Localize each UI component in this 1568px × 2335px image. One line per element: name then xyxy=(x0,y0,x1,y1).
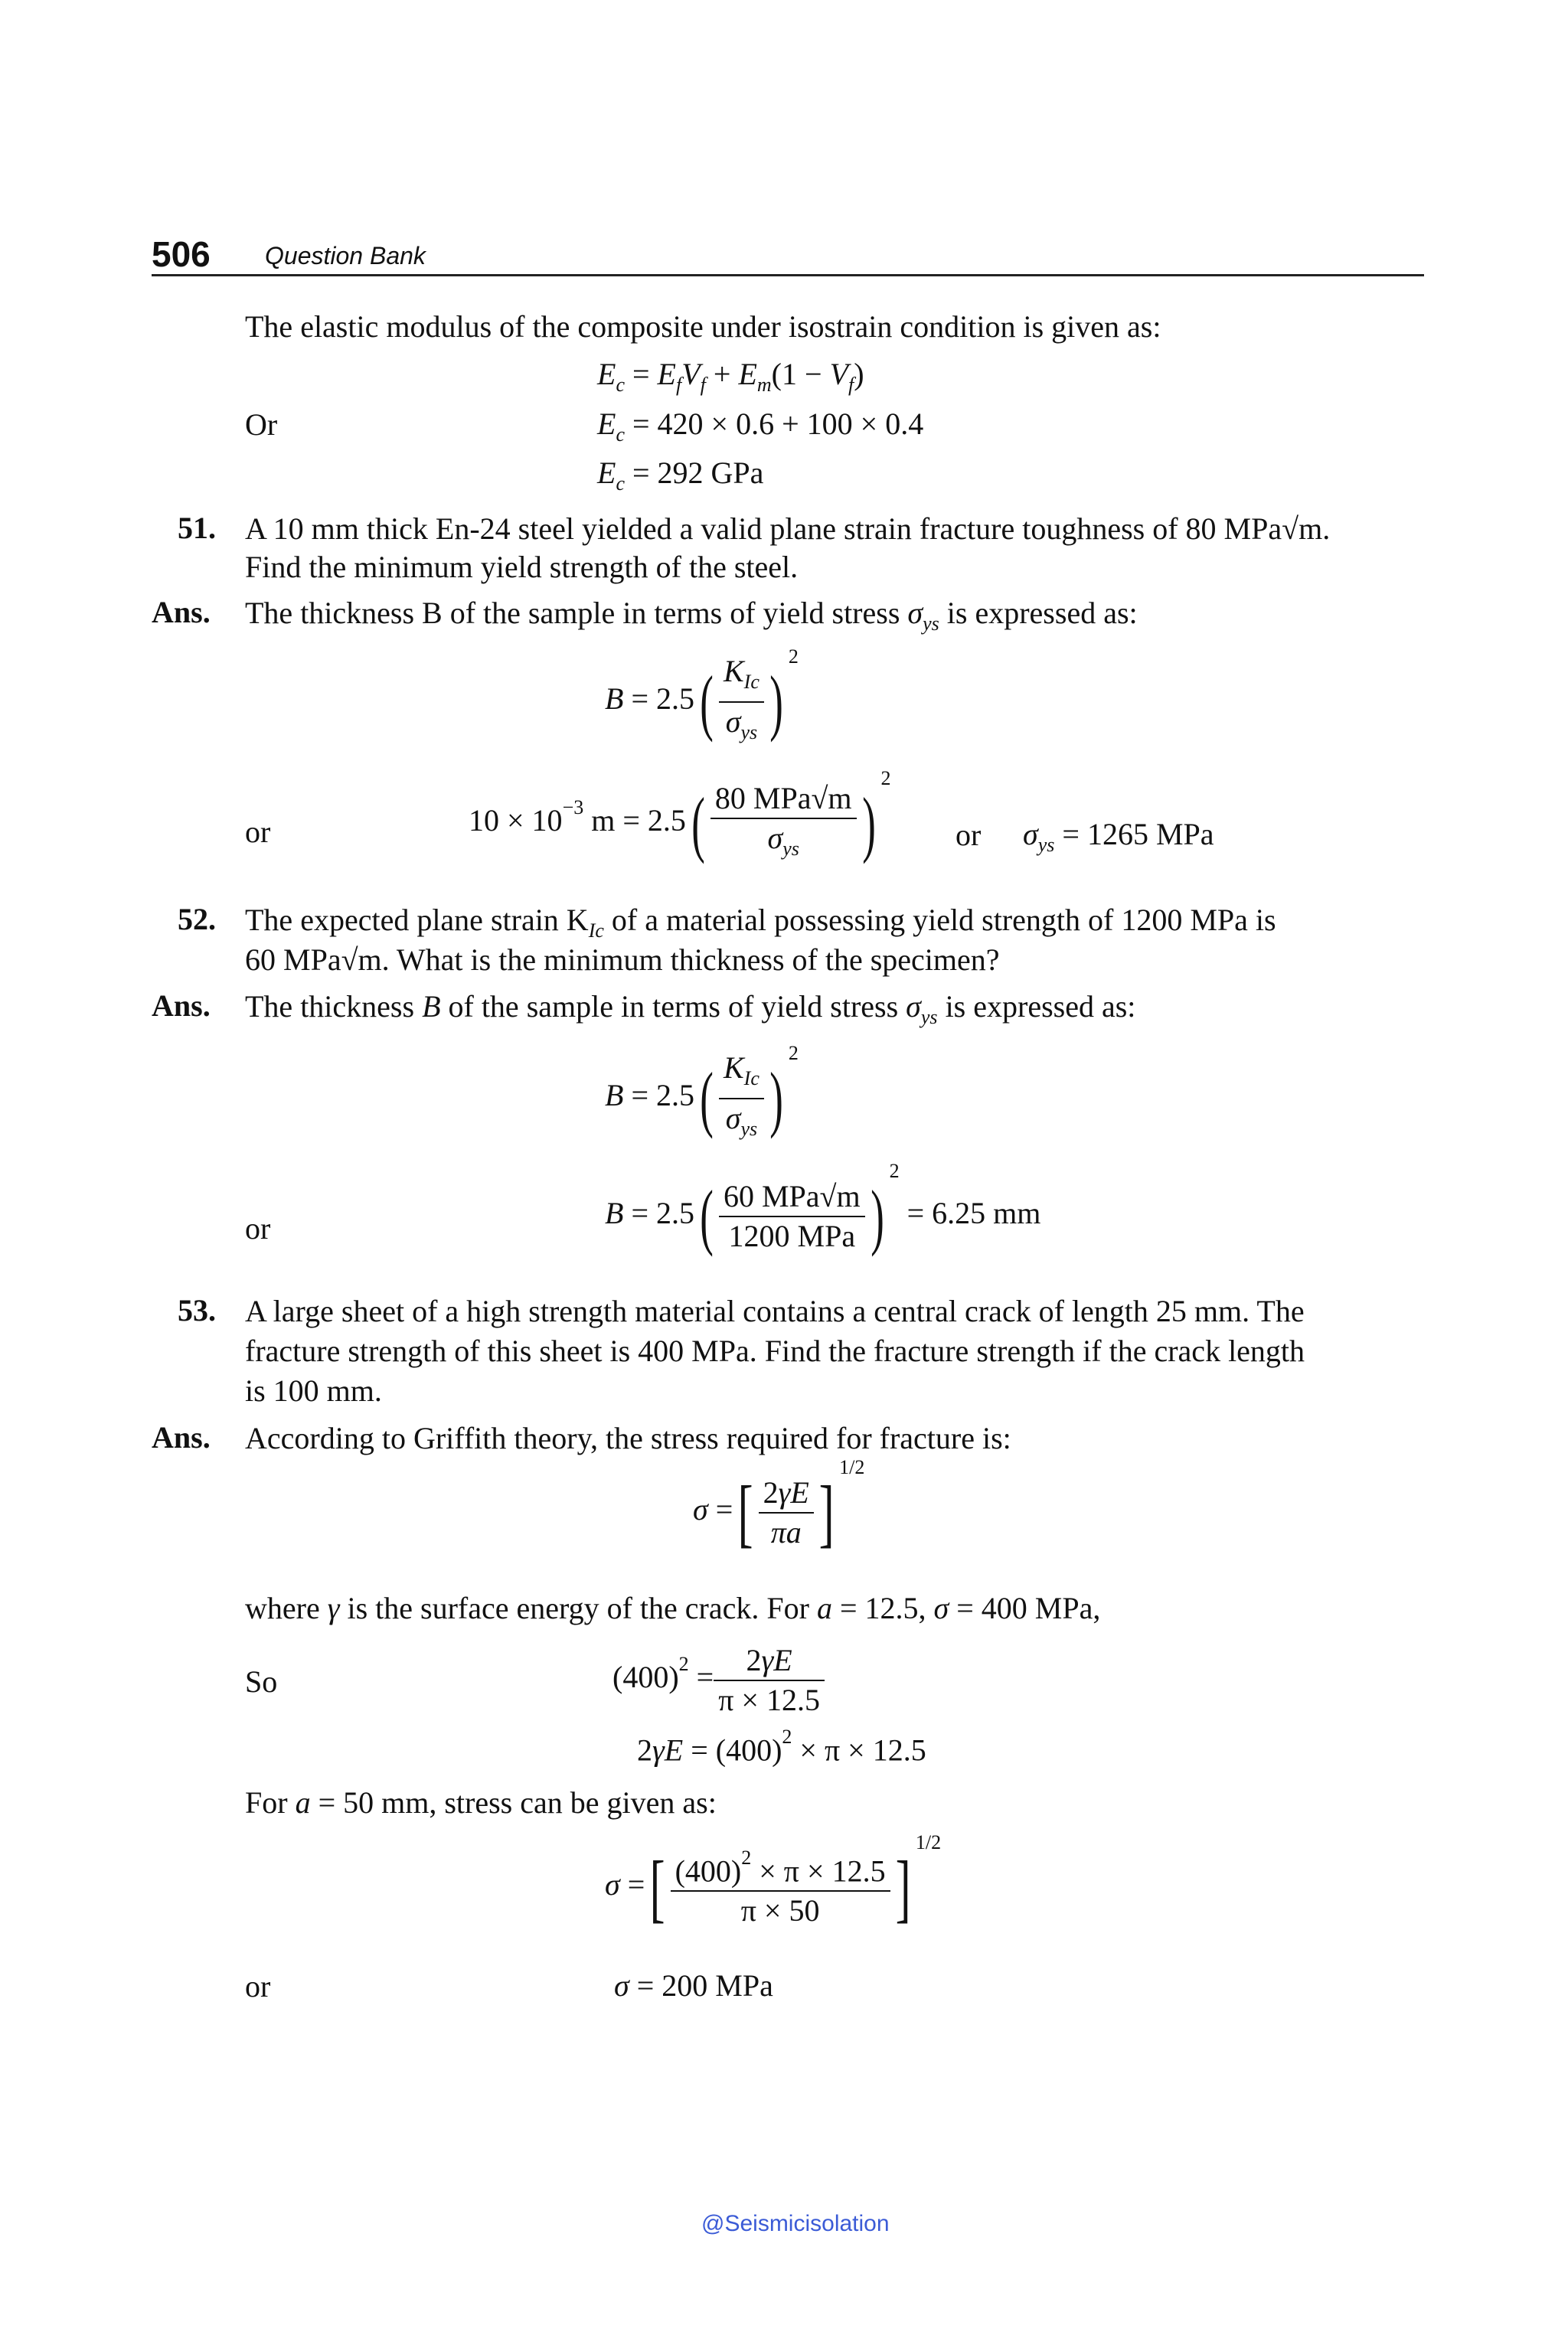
header-rule xyxy=(152,274,1424,276)
answer-51-text: The thickness B of the sample in terms of yield stress $\sigma_{ys}$ is expressed as: xyxy=(245,596,1138,635)
formula-b-kic-52: B = 2.5( $\frac{K_{Ic}}{\sigma_{ys}}$ )$^2$ xyxy=(605,1041,799,1140)
question-53-line-2: fracture strength of this sheet is 400 MPa. Find the fracture strength if the crack length xyxy=(245,1334,1305,1368)
formula-b-kic-51: B = 2.5( $\frac{K_{Ic}}{\sigma_{ys}}$ )$^2$ xyxy=(605,645,799,743)
result-sigma-ys-51: $\sigma_{ys} = 1265$ MPa xyxy=(1023,817,1214,856)
so-label: So xyxy=(245,1664,278,1699)
question-51-line-2: Find the minimum yield strength of the steel. xyxy=(245,550,799,584)
equation-2gammaE: $2\gamma E = (400)^2 \times \pi \times 12.5$ xyxy=(637,1726,926,1768)
equation-ec-general: $E_c = E_fV_f + E_m(1 - V_f)$ xyxy=(597,357,864,396)
formula-thickness-52: B = 2.5( $\frac{\text{60 MPa√m}}{\text{1200 MPa}}$ )$^2$ = 6.25 mm xyxy=(605,1159,1041,1257)
answer-label-51: Ans. xyxy=(152,595,211,629)
question-53-line-3: is 100 mm. xyxy=(245,1373,382,1408)
or-label-51a: or xyxy=(245,815,271,849)
formula-thickness-51: $10 \times 10^{-3}$ m = 2.5( $\frac{\text{80 MPa√m}}{\sigma_{ys}}$ )$^2$ xyxy=(469,766,891,864)
or-label-53: or xyxy=(245,1969,271,2004)
question-number-52: 52. xyxy=(178,902,216,936)
watermark: @Seismicisolation xyxy=(701,2211,890,2236)
question-number-51: 51. xyxy=(178,511,216,545)
intro-text: The elastic modulus of the composite under isostrain condition is given as: xyxy=(245,309,1161,344)
answer-label-53: Ans. xyxy=(152,1420,211,1455)
or-label: Or xyxy=(245,407,278,442)
for-a-50-text: For a = 50 mm, stress can be given as: xyxy=(245,1785,717,1820)
equation-sigma-a50: σ =[ $\frac{(400)^2 \times \pi \times 12.5}{\pi \times 50}$ ]$^{1/2}$ xyxy=(605,1830,942,1930)
where-text: where γ is the surface energy of the crack. For a = 12.5, σ = 400 MPa, xyxy=(245,1591,1101,1625)
question-52-line-2: 60 MPa√m. What is the minimum thickness of the specimen? xyxy=(245,942,1000,977)
question-53-line-1: A large sheet of a high strength material contains a central crack of length 25 mm. The xyxy=(245,1294,1305,1328)
question-number-53: 53. xyxy=(178,1293,216,1328)
answer-52-text: The thickness B of the sample in terms of yield stress $\sigma_{ys}$ is expressed as: xyxy=(245,989,1136,1028)
or-label-52: or xyxy=(245,1211,271,1246)
running-header-title: Question Bank xyxy=(265,242,426,269)
page-number: 506 xyxy=(152,234,211,274)
final-result-53: σ = 200 MPa xyxy=(614,1968,773,2003)
answer-label-52: Ans. xyxy=(152,988,211,1023)
question-52-line-1: The expected plane strain $K_{Ic}$ of a material possessing yield strength of 1200 MPa is xyxy=(245,903,1276,942)
equation-ec-numeric: $E_c = 420 \times 0.6 + 100 \times 0.4$ xyxy=(597,407,924,446)
answer-53-text: According to Griffith theory, the stress required for fracture is: xyxy=(245,1421,1011,1455)
equation-400-squared: $(400)^2$ = $\frac{2\gamma E}{\pi \times 12.5}$ xyxy=(612,1641,825,1719)
question-51-line-1: A 10 mm thick En-24 steel yielded a valid plane strain fracture toughness of 80 MPa√m. xyxy=(245,511,1331,546)
or-label-51b: or xyxy=(956,818,982,852)
griffith-formula: σ =[ $\frac{2\gamma E}{\pi a}$ ]$^{1/2}$ xyxy=(693,1455,865,1555)
equation-ec-result: $E_c = 292$ GPa xyxy=(597,456,764,495)
